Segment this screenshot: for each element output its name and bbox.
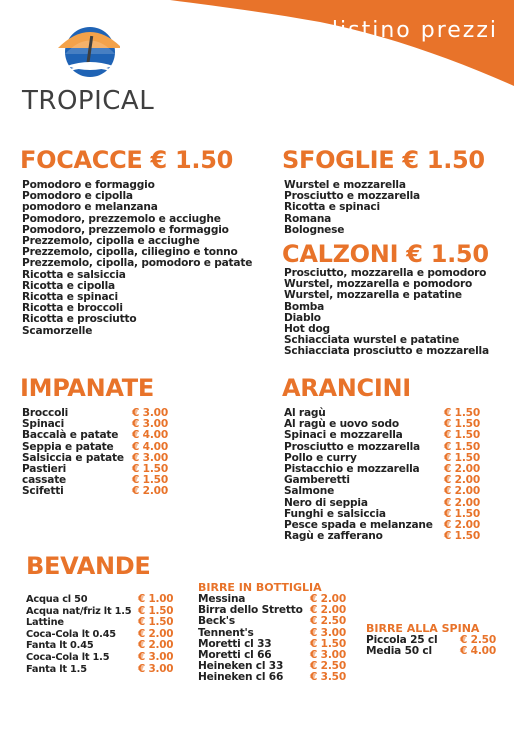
sfoglie-list [284, 180, 420, 236]
item-price: € 1.50 [132, 474, 168, 487]
item-price: € 1.50 [444, 407, 480, 419]
item-price: € 2.50 [310, 615, 346, 628]
list-item: Prezzemolo, cipolla, pomodoro e patate [22, 257, 253, 270]
list-item: Prezzemolo, cipolla, ciliegino e tonno [22, 246, 238, 259]
list-item: Ricotta e broccoli [22, 302, 123, 315]
impanate-list [22, 408, 172, 498]
item-name: Pastieri [22, 463, 67, 476]
item-name: Tennent's [198, 626, 254, 639]
menu-row [26, 594, 176, 606]
item-price: € 2.50 [310, 660, 346, 673]
item-name: Pollo e curry [284, 451, 357, 464]
list-item: Ricotta e prosciutto [22, 313, 137, 326]
list-item: Bolognese [284, 223, 345, 236]
list-item: Ricotta e spinaci [22, 291, 118, 304]
item-price: € 2.00 [138, 639, 174, 652]
list-item: Prezzemolo, cipolla e acciughe [22, 235, 200, 248]
item-price: € 1.50 [444, 429, 480, 442]
item-name: cassate [22, 474, 67, 487]
item-name: Salsiccia e patate [22, 451, 124, 464]
item-name: Coca-Cola lt 1.5 [26, 651, 110, 663]
item-name: Fanta lt 0.45 [26, 640, 94, 652]
item-name: Funghi e salsiccia [284, 507, 386, 520]
list-item: Romana [284, 212, 332, 225]
menu-row [198, 672, 354, 683]
item-name: Prosciutto e mozzarella [284, 440, 421, 453]
item-price: € 2.00 [138, 627, 174, 640]
item-price: € 2.00 [310, 593, 346, 605]
impanate-title: IMPANATE [20, 374, 154, 402]
arancini-title: ARANCINI [282, 374, 411, 402]
birre-bottiglia-title: BIRRE IN BOTTIGLIA [198, 581, 322, 594]
bevande-list [26, 594, 176, 675]
item-name: Nero di seppia [284, 496, 368, 509]
list-item: Wurstel e mozzarella [284, 179, 406, 191]
item-price: € 1.00 [138, 593, 174, 605]
item-name: Pesce spada e melanzane [284, 519, 433, 532]
item-name: Moretti cl 66 [198, 649, 272, 662]
birre-spina-list [366, 635, 502, 657]
item-price: € 4.00 [460, 645, 496, 658]
list-item: Hot dog [284, 323, 330, 336]
item-price: € 2.00 [444, 519, 480, 532]
list-item: Wurstel, mozzarella e patatine [284, 289, 462, 302]
menu-row [366, 646, 502, 657]
item-price: € 2.50 [460, 634, 496, 646]
item-price: € 1.50 [310, 637, 346, 650]
calzoni-title: CALZONI € 1.50 [282, 240, 489, 268]
item-name: Lattine [26, 617, 64, 629]
item-name: Seppia e patate [22, 440, 114, 453]
item-price: € 1.50 [132, 463, 168, 476]
item-price: € 4.00 [132, 440, 168, 453]
item-name: Coca-Cola lt 0.45 [26, 628, 116, 640]
focacce-list [22, 180, 252, 337]
item-price: € 3.00 [310, 626, 346, 639]
item-price: € 3.00 [132, 418, 168, 431]
item-price: € 3.00 [138, 650, 174, 663]
list-item: Prosciutto e mozzarella [284, 190, 421, 203]
list-item: Pomodoro e cipolla [22, 190, 133, 203]
brand-name: TROPICAL [22, 86, 155, 116]
item-price: € 2.00 [310, 604, 346, 617]
item-price: € 3.00 [132, 451, 168, 464]
item-price: € 3.00 [138, 662, 174, 675]
item-price: € 2.00 [444, 485, 480, 498]
item-name: Al ragù [284, 407, 326, 419]
birre-bottiglia-list [198, 594, 354, 684]
header-title: listino prezzi [331, 18, 498, 43]
item-price: € 3.50 [310, 671, 346, 684]
item-name: Moretti cl 33 [198, 637, 272, 650]
item-price: € 4.00 [132, 429, 168, 442]
list-item: Bomba [284, 300, 325, 313]
sfoglie-title: SFOGLIE € 1.50 [282, 146, 485, 174]
item-name: Messina [198, 593, 246, 605]
item-name: Broccoli [22, 407, 69, 419]
header-orange-swoosh [170, 0, 514, 86]
menu-row [22, 486, 172, 497]
item-price: € 1.50 [444, 451, 480, 464]
list-item: Ricotta e spinaci [284, 201, 380, 214]
item-name: Heineken cl 33 [198, 660, 284, 673]
item-price: € 3.00 [310, 649, 346, 662]
list-item: Diablo [284, 311, 321, 324]
item-name: Media 50 cl [366, 645, 432, 658]
item-name: Acqua nat/friz lt 1.5 [26, 605, 132, 617]
item-name: Salmone [284, 485, 335, 498]
item-price: € 2.00 [444, 496, 480, 509]
beach-umbrella-icon [20, 22, 120, 84]
item-price: € 1.50 [444, 507, 480, 520]
item-name: Beck's [198, 615, 235, 628]
item-price: € 1.50 [138, 616, 174, 629]
item-name: Gamberetti [284, 474, 350, 487]
item-price: € 3.00 [132, 407, 168, 419]
arancini-list [284, 408, 490, 542]
item-price: € 2.00 [444, 463, 480, 476]
bevande-title: BEVANDE [26, 552, 151, 580]
focacce-title: FOCACCE € 1.50 [20, 146, 234, 174]
item-name: Birra dello Stretto [198, 604, 303, 617]
list-item: Pomodoro, prezzemolo e acciughe [22, 212, 221, 225]
list-item: pomodoro e melanzana [22, 201, 158, 214]
list-item: Wurstel, mozzarella e pomodoro [284, 278, 473, 291]
item-name: Acqua cl 50 [26, 594, 88, 605]
item-price: € 1.50 [444, 530, 480, 543]
birre-spina-title: BIRRE ALLA SPINA [366, 622, 480, 635]
list-item: Schiacciata prosciutto e mozzarella [284, 345, 489, 358]
item-name: Piccola 25 cl [366, 634, 438, 646]
list-item: Pomodoro, prezzemolo e formaggio [22, 223, 229, 236]
item-price: € 2.00 [132, 485, 168, 498]
item-name: Al ragù e uovo sodo [284, 418, 399, 431]
calzoni-list [284, 268, 489, 358]
item-name: Spinaci [22, 418, 65, 431]
item-price: € 1.50 [444, 418, 480, 431]
item-name: Fanta lt 1.5 [26, 663, 87, 675]
list-item: Scamorzelle [22, 324, 93, 337]
item-name: Pistacchio e mozzarella [284, 463, 420, 476]
menu-row [26, 652, 176, 664]
item-price: € 1.50 [138, 604, 174, 617]
list-item: Ricotta e salsiccia [22, 268, 126, 281]
list-item: Ricotta e cipolla [22, 279, 115, 292]
list-item: Schiacciata wurstel e patatine [284, 334, 460, 347]
list-item: Pomodoro e formaggio [22, 179, 155, 191]
item-name: Scifetti [22, 485, 64, 498]
item-price: € 2.00 [444, 474, 480, 487]
item-name: Ragù e zafferano [284, 530, 383, 543]
menu-row [26, 664, 176, 676]
item-name: Spinaci e mozzarella [284, 429, 403, 442]
list-item: Prosciutto, mozzarella e pomodoro [284, 267, 487, 279]
item-name: Heineken cl 66 [198, 671, 284, 684]
item-price: € 1.50 [444, 440, 480, 453]
item-name: Baccalà e patate [22, 429, 119, 442]
menu-row [284, 531, 490, 542]
